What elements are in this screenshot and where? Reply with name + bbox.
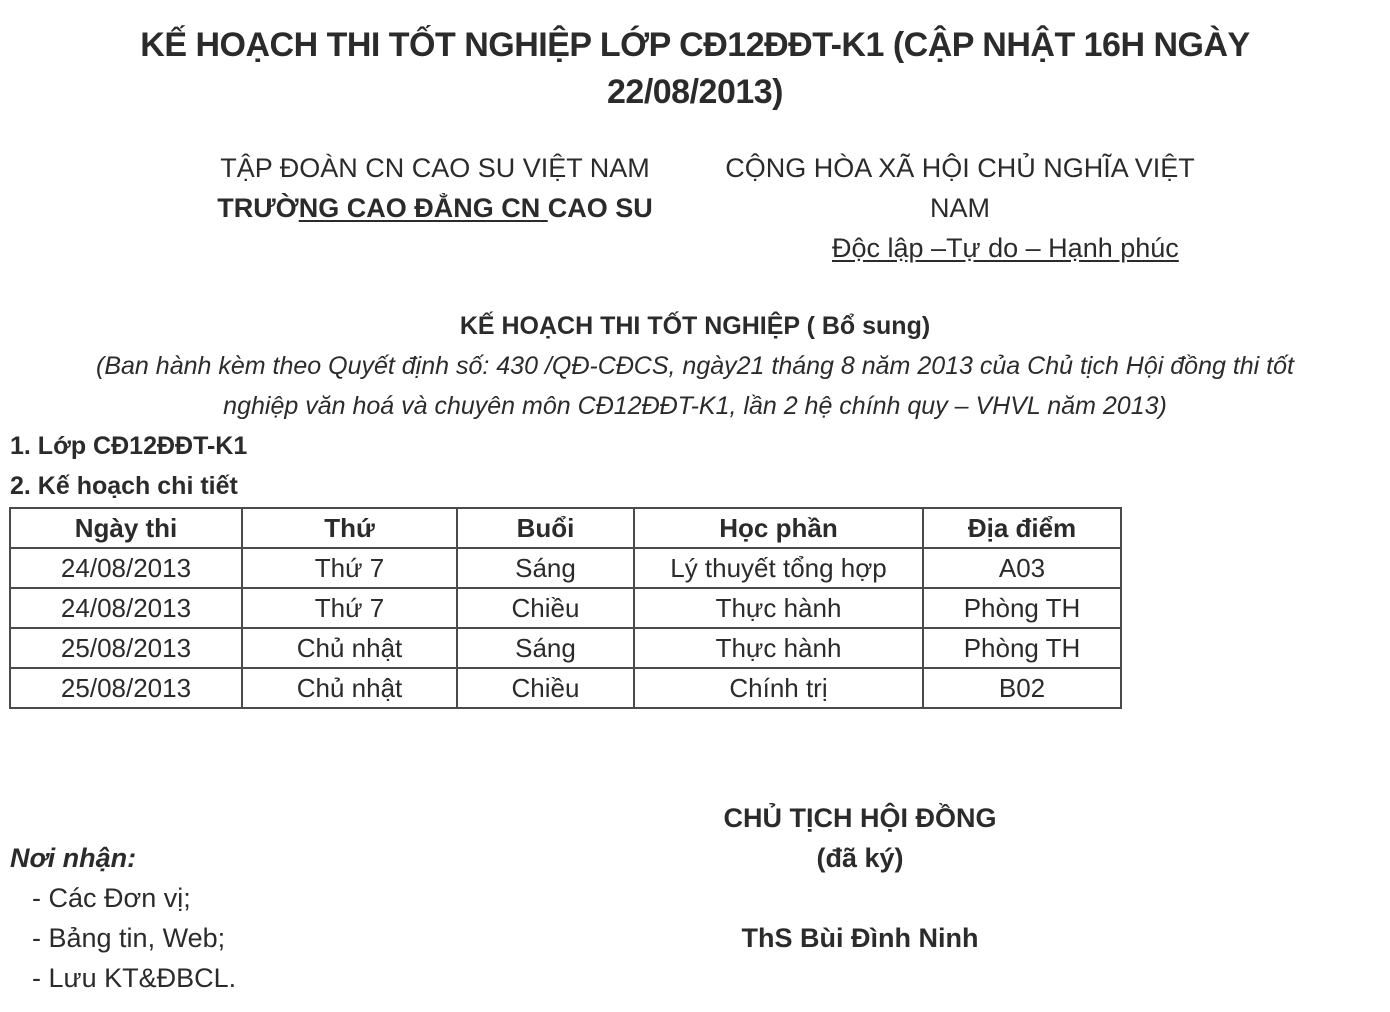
signer-name: ThS Bùi Đình Ninh — [741, 923, 979, 953]
cell-session: Sáng — [457, 548, 634, 588]
table-row — [10, 548, 1121, 588]
school-name-part-3: CAO SU — [547, 193, 653, 223]
signature-block — [680, 798, 1040, 958]
signer-role: CHỦ TỊCH HỘI ĐỒNG — [723, 803, 997, 833]
section-class: 1. Lớp CĐ12ĐĐT-K1 — [10, 432, 248, 460]
recipient-item: - Lưu KT&ĐBCL. — [32, 963, 237, 993]
cell-weekday: Thứ 7 — [242, 548, 457, 588]
section-detail-plan: 2. Kế hoạch chi tiết — [10, 472, 238, 500]
cell-module: Thực hành — [634, 588, 923, 628]
national-motto: Độc lập –Tự do – Hạnh phúc — [832, 233, 1179, 263]
title-line-1: KẾ HOẠCH THI TỐT NGHIỆP LỚP CĐ12ĐĐT-K1 (CẬP NHẬT 16H NGÀY — [140, 26, 1250, 64]
header-session: Buổi — [457, 508, 634, 548]
decree-note — [0, 346, 1390, 426]
parent-organization: TẬP ĐOÀN CN CAO SU VIỆT NAM — [220, 153, 650, 183]
cell-session: Sáng — [457, 628, 634, 668]
cell-exam-date: 25/08/2013 — [10, 628, 242, 668]
header-weekday: Thứ — [242, 508, 457, 548]
decree-line-2: nghiệp văn hoá và chuyên môn CĐ12ĐĐT-K1, lần 2 hệ chính quy – VHVL năm 2013) — [223, 392, 1167, 420]
cell-location: Phòng TH — [923, 588, 1121, 628]
plan-title: KẾ HOẠCH THI TỐT NGHIỆP ( Bổ sung) — [459, 312, 931, 340]
cell-session: Chiều — [457, 588, 634, 628]
national-title-line-1: CỘNG HÒA XÃ HỘI CHỦ NGHĨA VIỆT — [725, 153, 1195, 183]
decree-line-1: (Ban hành kèm theo Quyết định số: 430 /QĐ-CĐCS, ngày21 tháng 8 năm 2013 của Chủ tịch Hội đồng thi tốt — [96, 352, 1294, 380]
national-header — [700, 148, 1220, 268]
table-row — [10, 588, 1121, 628]
title-line-2: 22/08/2013) — [607, 73, 783, 111]
cell-session: Chiều — [457, 668, 634, 708]
cell-location: B02 — [923, 668, 1121, 708]
cell-location: A03 — [923, 548, 1121, 588]
header-location: Địa điểm — [923, 508, 1121, 548]
header-exam-date: Ngày thi — [10, 508, 242, 548]
table-row — [10, 668, 1121, 708]
cell-exam-date: 25/08/2013 — [10, 668, 242, 708]
cell-module: Lý thuyết tổng hợp — [634, 548, 923, 588]
recipient-item: - Bảng tin, Web; — [32, 923, 226, 953]
cell-weekday: Thứ 7 — [242, 588, 457, 628]
cell-module: Chính trị — [634, 668, 923, 708]
recipient-item: - Các Đơn vị; — [32, 883, 191, 913]
school-name-part-1: TRƯỜ — [217, 193, 299, 223]
table-row — [10, 628, 1121, 668]
organization-header — [180, 148, 690, 228]
document-title — [0, 22, 1390, 116]
recipients-heading: Nơi nhận: — [10, 843, 137, 873]
signature-spacer — [680, 878, 1040, 918]
cell-exam-date: 24/08/2013 — [10, 548, 242, 588]
cell-location: Phòng TH — [923, 628, 1121, 668]
exam-schedule-table — [9, 507, 1122, 709]
table-header-row — [10, 508, 1121, 548]
header-module: Học phần — [634, 508, 923, 548]
cell-exam-date: 24/08/2013 — [10, 588, 242, 628]
signature-status: (đã ký) — [816, 843, 904, 873]
cell-weekday: Chủ nhật — [242, 628, 457, 668]
cell-weekday: Chủ nhật — [242, 668, 457, 708]
school-name-part-2: NG CAO ĐẲNG CN — [298, 193, 548, 223]
cell-module: Thực hành — [634, 628, 923, 668]
national-title-line-2: NAM — [930, 193, 990, 223]
recipients-block — [10, 838, 236, 998]
school-name — [180, 188, 690, 228]
